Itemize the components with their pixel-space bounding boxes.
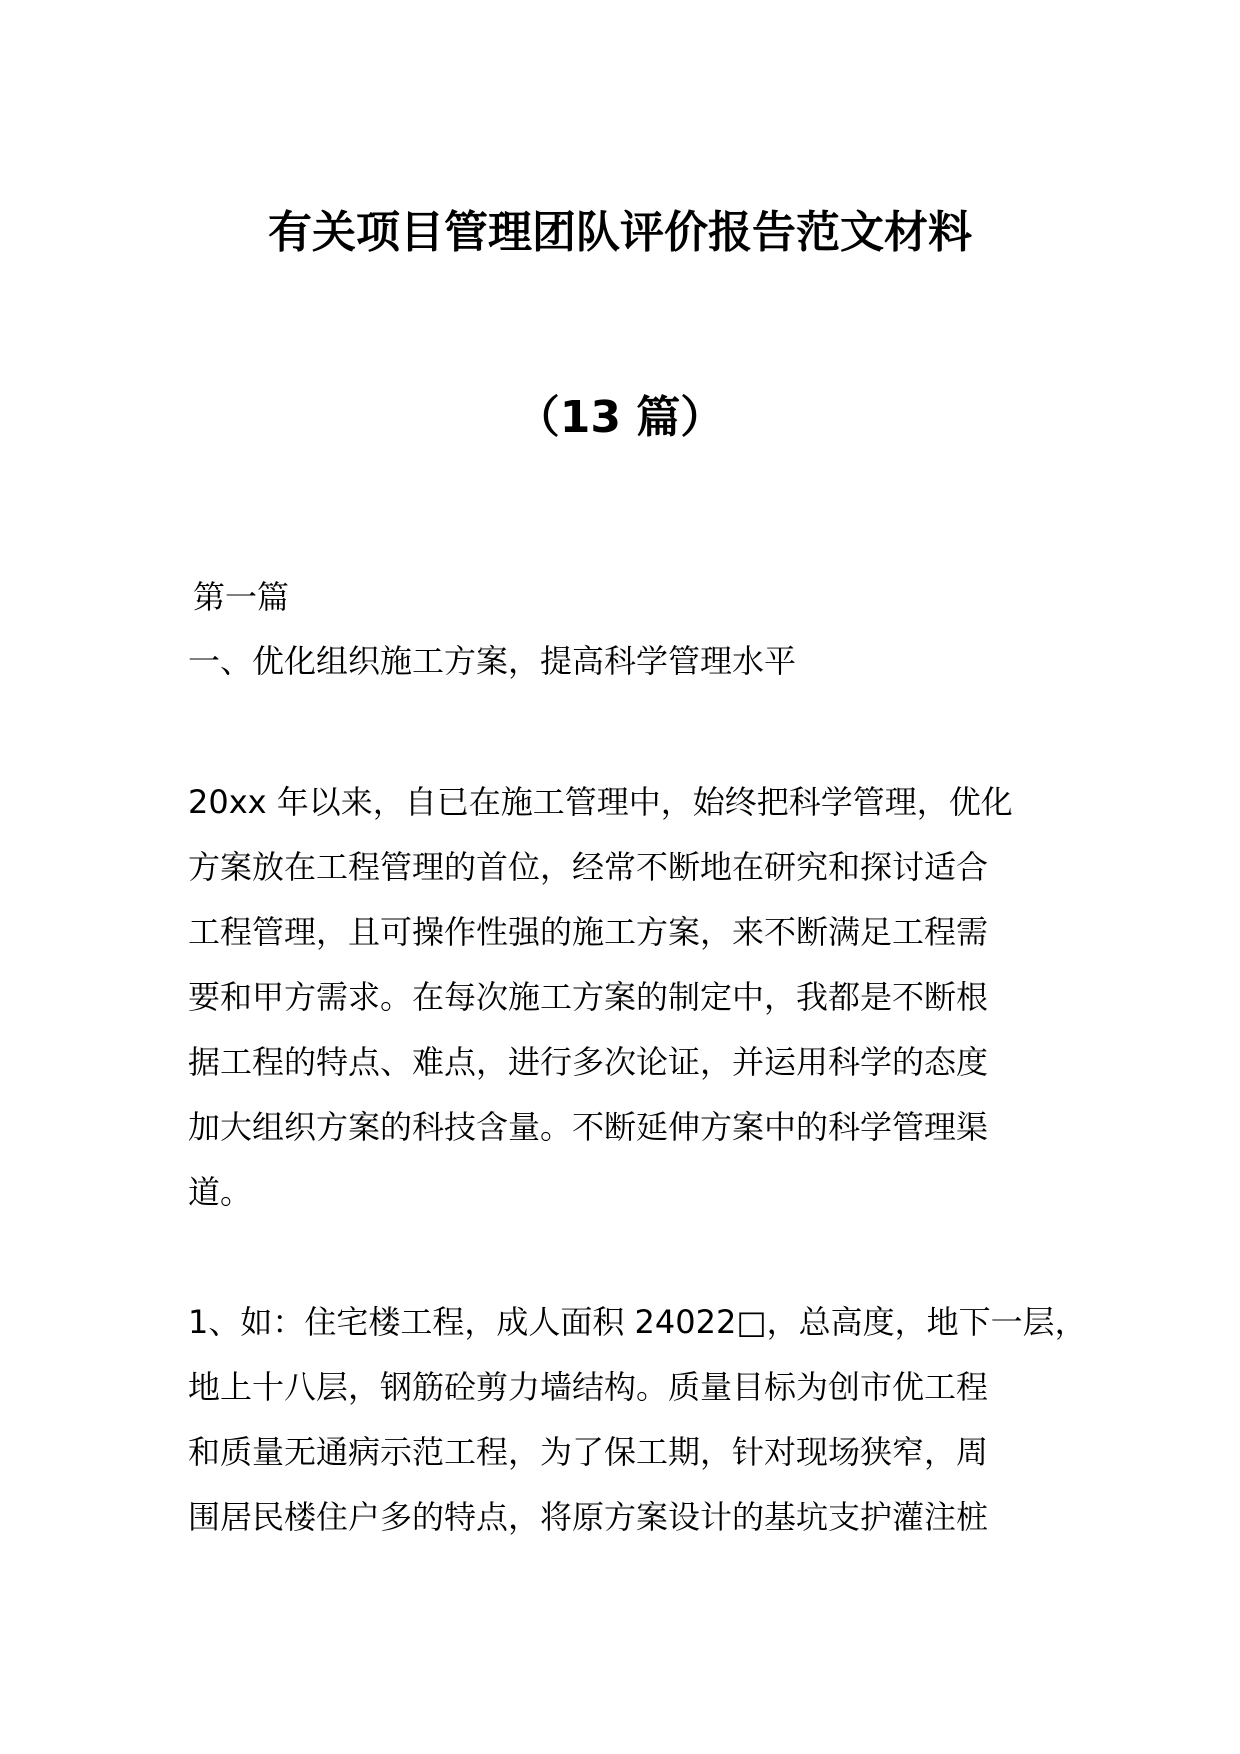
paragraph-line: 工程管理，且可操作性强的施工方案，来不断满足工程需: [188, 913, 989, 951]
paragraph-line: 20xx 年以来，自已在施工管理中，始终把科学管理，优化: [188, 783, 1013, 821]
paragraph-line: 加大组织方案的科技含量。不断延伸方案中的科学管理渠: [188, 1108, 989, 1146]
paragraph-line: 和质量无通病示范工程，为了保工期，针对现场狭窄，周: [188, 1433, 989, 1471]
paragraph-1: [188, 770, 1088, 1225]
document-title: 有关项目管理团队评价报告范文材料: [268, 207, 972, 258]
document-subtitle: （13 篇）: [515, 392, 725, 443]
paragraph-line: 围居民楼住户多的特点，将原方案设计的基坑支护灌注桩: [188, 1498, 989, 1536]
section-heading: 一、优化组织施工方案，提高科学管理水平: [188, 642, 797, 680]
paragraph-line: 方案放在工程管理的首位，经常不断地在研究和探讨适合: [188, 848, 989, 886]
paragraph-line: 地上十八层，钢筋砼剪力墙结构。质量目标为创市优工程: [188, 1368, 989, 1406]
paragraph-line: 道。: [188, 1173, 253, 1211]
paragraph-line: 据工程的特点、难点，进行多次论证，并运用科学的态度: [188, 1043, 989, 1081]
paragraph-2: [188, 1290, 1088, 1550]
paragraph-line: 1、如：住宅楼工程，成人面积 24022□，总高度，地下一层，: [188, 1303, 1087, 1341]
section-label: 第一篇: [193, 578, 290, 616]
paragraph-line: 要和甲方需求。在每次施工方案的制定中，我都是不断根: [188, 978, 989, 1016]
